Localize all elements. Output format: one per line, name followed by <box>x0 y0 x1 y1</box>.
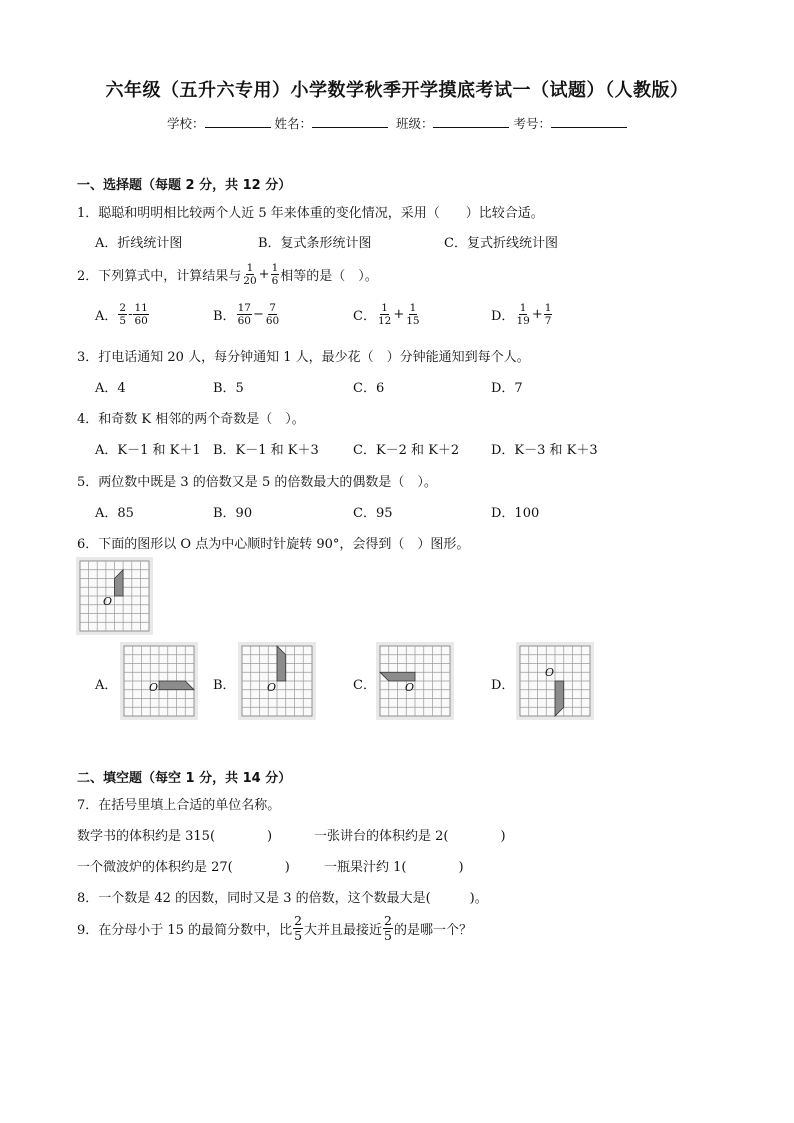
question-3: 3．打电话通知 20 人，每分钟通知 1 人，最少花（ ）分钟能通知到每个人。 <box>77 350 530 365</box>
q7-blank-3[interactable]: 一个微波炉的体积约是 27( ) <box>77 860 290 875</box>
q6-d-o-label: O <box>545 666 555 679</box>
question-8: 8．一个数是 42 的因数，同时又是 3 的倍数，这个数最大是( )。 <box>77 891 488 906</box>
q4-option-a[interactable]: A．K－1 和 K＋1 <box>95 443 201 458</box>
q2-option-b[interactable]: B． $\frac{17}{60}$ − $\frac{7}{60}$ <box>213 302 280 327</box>
question-4: 4．和奇数 K 相邻的两个奇数是（ ）。 <box>77 412 305 427</box>
q5-option-d[interactable]: D．100 <box>491 506 540 521</box>
q7-blank-4[interactable]: 一瓶果汁约 1( ) <box>324 860 464 875</box>
q5-option-a[interactable]: A．85 <box>95 506 134 521</box>
name-label: 姓名： <box>274 116 313 131</box>
q1-option-a[interactable]: A．折线统计图 <box>95 236 183 251</box>
name-blank[interactable] <box>312 115 388 128</box>
q6-option-b-label[interactable]: B． <box>213 678 236 693</box>
q4-option-d[interactable]: D．K－3 和 K＋3 <box>491 443 598 458</box>
q2-suffix: 相等的是（ ）。 <box>280 269 378 284</box>
q2-option-c[interactable]: C． $\frac{1}{12}$ + $\frac{1}{15}$ <box>353 302 420 327</box>
q9-fraction-2: $\frac{2}{5}$ <box>384 913 392 943</box>
student-info-line <box>0 114 794 132</box>
q6-option-b-figure[interactable] <box>238 642 316 720</box>
q4-option-c[interactable]: C．K－2 和 K＋2 <box>353 443 460 458</box>
q2-plus: + <box>258 267 270 282</box>
q4-option-b[interactable]: B．K－1 和 K＋3 <box>213 443 319 458</box>
q6-original-o-label: O <box>103 595 113 608</box>
q2-fraction-2: $\frac{1}{6}$ <box>271 262 279 287</box>
question-7: 7．在括号里填上合适的单位名称。 <box>77 798 281 813</box>
q2-option-a[interactable]: A． $\frac{2}{5}$ - $\frac{11}{60}$ <box>95 302 148 327</box>
question-9: 9．在分母小于 15 的最简分数中，比 $\frac{2}{5}$ 大并且最接近 $\frac{2}{5}$ 的是哪一个？ <box>77 913 473 943</box>
question-2 <box>77 262 378 287</box>
exam-no-blank[interactable] <box>551 115 627 128</box>
q1-option-b[interactable]: B．复式条形统计图 <box>258 236 372 251</box>
q3-option-a[interactable]: A．4 <box>95 381 126 396</box>
question-5: 5．两位数中既是 3 的倍数又是 5 的倍数最大的偶数是（ ）。 <box>77 475 437 490</box>
q2-fraction-1: $\frac{1}{20}$ <box>243 262 257 287</box>
q6-original-figure <box>76 557 153 635</box>
q3-option-d[interactable]: D．7 <box>491 381 523 396</box>
q6-option-c-label[interactable]: C． <box>353 678 376 693</box>
q6-b-o-label: O <box>267 681 277 694</box>
school-label: 学校： <box>167 116 205 131</box>
q6-a-o-label: O <box>149 681 159 694</box>
exam-no-label: 考号： <box>513 116 551 131</box>
q6-option-c-figure[interactable] <box>376 642 454 720</box>
q6-c-o-label: O <box>405 681 415 694</box>
q9-fraction-1: $\frac{2}{5}$ <box>294 913 303 943</box>
q7-blank-1[interactable]: 数学书的体积约是 315( ) <box>77 829 273 844</box>
section-1-title: 一、选择题（每题 2 分，共 12 分） <box>77 178 292 193</box>
class-blank[interactable] <box>433 115 509 128</box>
q3-option-b[interactable]: B．5 <box>213 381 244 396</box>
question-6: 6．下面的图形以 O 点为中心顺时针旋转 90°，会得到（ ）图形。 <box>77 537 470 552</box>
section-2-title: 二、填空题（每空 1 分，共 14 分） <box>77 771 292 786</box>
q7-blank-2[interactable]: 一张讲台的体积约是 2( ) <box>314 829 506 844</box>
q2-prefix: 2．下列算式中，计算结果与 <box>77 269 242 284</box>
q1-option-c[interactable]: C．复式折线统计图 <box>444 236 558 251</box>
q6-option-d-label[interactable]: D． <box>491 678 515 693</box>
q6-option-d-figure[interactable] <box>516 642 594 720</box>
q3-option-c[interactable]: C．6 <box>353 381 385 396</box>
q6-option-a-label[interactable]: A． <box>95 678 118 693</box>
q5-option-b[interactable]: B．90 <box>213 506 253 521</box>
question-1: 1．聪聪和明明相比较两个人近 5 年来体重的变化情况，采用（ ）比较合适。 <box>77 206 544 221</box>
q2-option-d[interactable]: D． $\frac{1}{19}$ + $\frac{1}{7}$ <box>491 302 552 327</box>
q6-option-a-figure[interactable] <box>120 642 198 720</box>
page-title: 六年级（五升六专用）小学数学秋季开学摸底考试一（试题）（人教版） <box>105 80 689 101</box>
school-blank[interactable] <box>205 115 271 128</box>
q5-option-c[interactable]: C．95 <box>353 506 393 521</box>
class-label: 班级： <box>395 116 434 131</box>
